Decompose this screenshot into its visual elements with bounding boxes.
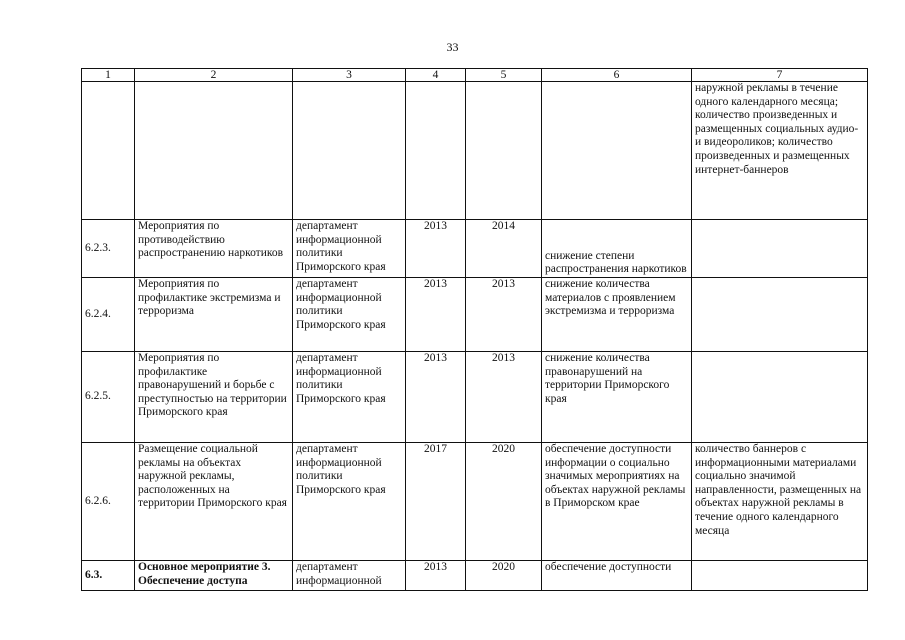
activity-number: 6.2.3. xyxy=(82,220,135,278)
column-header: 5 xyxy=(466,69,542,82)
program-activities-table xyxy=(81,68,868,591)
expected-result: обеспечение доступности xyxy=(542,561,692,591)
end-year xyxy=(466,82,542,220)
start-year: 2013 xyxy=(406,561,466,591)
column-header: 7 xyxy=(692,69,868,82)
activity-name: Размещение социальной рекламы на объектах наружной рекламы, расположенных на территории Приморского края xyxy=(135,443,293,561)
activity-number: 6.2.5. xyxy=(82,352,135,443)
target-indicator: количество баннеров с информационными материалами социально значимой направленности, размещенных на объектах наружной рекламы в течение одного календарного месяца xyxy=(692,443,868,561)
start-year: 2017 xyxy=(406,443,466,561)
activity-name: Мероприятия по профилактике правонарушений и борьбе с преступностью на территории Приморского края xyxy=(135,352,293,443)
table-row xyxy=(82,82,868,220)
activity-number: 6.3. xyxy=(82,561,135,591)
expected-result: снижение количества материалов с проявлением экстремизма и терроризма xyxy=(542,278,692,352)
table-row xyxy=(82,561,868,591)
responsible-department: департамент информационной политики Приморского края xyxy=(293,443,406,561)
responsible-department: департамент информационной политики Приморского края xyxy=(293,352,406,443)
expected-result: снижение степени распространения наркотиков xyxy=(542,220,692,278)
start-year: 2013 xyxy=(406,352,466,443)
responsible-department: департамент информационной политики Приморского края xyxy=(293,278,406,352)
responsible-department: департамент информационной политики Приморского края xyxy=(293,220,406,278)
column-header: 6 xyxy=(542,69,692,82)
table-row xyxy=(82,443,868,561)
activity-name: Мероприятия по профилактике экстремизма и терроризма xyxy=(135,278,293,352)
page-number: 33 xyxy=(446,40,459,54)
start-year xyxy=(406,82,466,220)
target-indicator xyxy=(692,561,868,591)
activity-number: 6.2.6. xyxy=(82,443,135,561)
table-row xyxy=(82,220,868,278)
end-year: 2013 xyxy=(466,352,542,443)
column-header: 3 xyxy=(293,69,406,82)
target-indicator xyxy=(692,278,868,352)
activity-name xyxy=(135,82,293,220)
expected-result: снижение количества правонарушений на территории Приморского края xyxy=(542,352,692,443)
target-indicator: наружной рекламы в течение одного календарного месяца; количество произведенных и размещенных социальных аудио- и видеороликов; количество произведенных и размещенных интернет-баннеров xyxy=(692,82,868,220)
expected-result: обеспечение доступности информации о социально значимых мероприятиях на объектах наружной рекламы в Приморском крае xyxy=(542,443,692,561)
end-year: 2014 xyxy=(466,220,542,278)
column-header: 2 xyxy=(135,69,293,82)
column-header: 1 xyxy=(82,69,135,82)
activity-number: 6.2.4. xyxy=(82,278,135,352)
end-year: 2013 xyxy=(466,278,542,352)
table-row xyxy=(82,352,868,443)
start-year: 2013 xyxy=(406,220,466,278)
end-year: 2020 xyxy=(466,561,542,591)
end-year: 2020 xyxy=(466,443,542,561)
responsible-department xyxy=(293,82,406,220)
column-header: 4 xyxy=(406,69,466,82)
target-indicator xyxy=(692,352,868,443)
start-year: 2013 xyxy=(406,278,466,352)
expected-result xyxy=(542,82,692,220)
activity-number xyxy=(82,82,135,220)
target-indicator xyxy=(692,220,868,278)
table-row xyxy=(82,278,868,352)
activity-name: Основное мероприятие 3. Обеспечение доступа xyxy=(135,561,293,591)
column-number-header-row xyxy=(82,69,868,82)
activity-name: Мероприятия по противодействию распространению наркотиков xyxy=(135,220,293,278)
responsible-department: департамент информационной xyxy=(293,561,406,591)
